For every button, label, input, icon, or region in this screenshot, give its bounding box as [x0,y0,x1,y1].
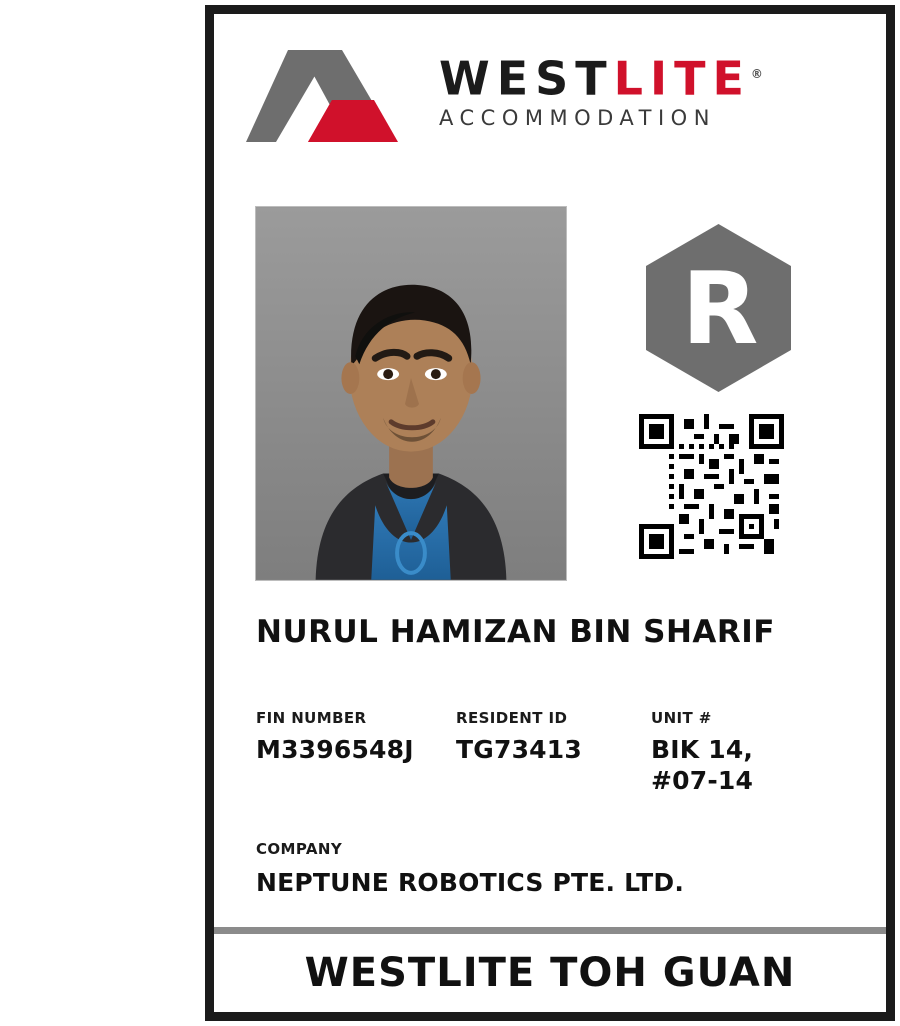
brand-word-lite: LITE [613,51,751,106]
fin-number-label: FIN NUMBER [256,709,367,727]
unit-value-line-1: BIK 14, [651,735,754,764]
fin-number-field [256,709,456,796]
resident-id-label: RESIDENT ID [456,709,568,727]
resident-photo [255,206,567,581]
card-body [214,14,886,927]
resident-name: NURUL HAMIZAN BIN SHARIF [256,614,775,650]
unit-label: UNIT # [651,709,712,727]
brand-header [214,42,886,152]
footer-location: WESTLITE TOH GUAN [304,950,796,996]
company-label: COMPANY [256,840,343,858]
resident-id-card [205,5,895,1021]
unit-field [651,709,811,796]
westlite-arrow-logo-icon [246,50,436,142]
resident-details [256,709,861,796]
unit-value-line-2: #07-14 [651,766,754,795]
brand-subtitle: ACCOMMODATION [439,106,716,131]
brand-word-line [439,48,879,104]
resident-id-field [456,709,651,796]
detail-row [256,709,861,796]
company-value: NEPTUNE ROBOTICS PTE. LTD. [256,868,685,897]
qr-code-icon [639,414,784,559]
trademark-symbol: ® [750,67,763,81]
company-field [256,840,836,898]
brand-wordmark [439,48,879,130]
hexagon-resident-badge-icon [641,222,796,394]
fin-number-value: M3396548J [256,735,414,764]
badge-letter: R [681,250,759,367]
resident-id-value: TG73413 [456,735,582,764]
brand-word-west: WEST [439,51,614,106]
card-footer [214,927,886,1012]
